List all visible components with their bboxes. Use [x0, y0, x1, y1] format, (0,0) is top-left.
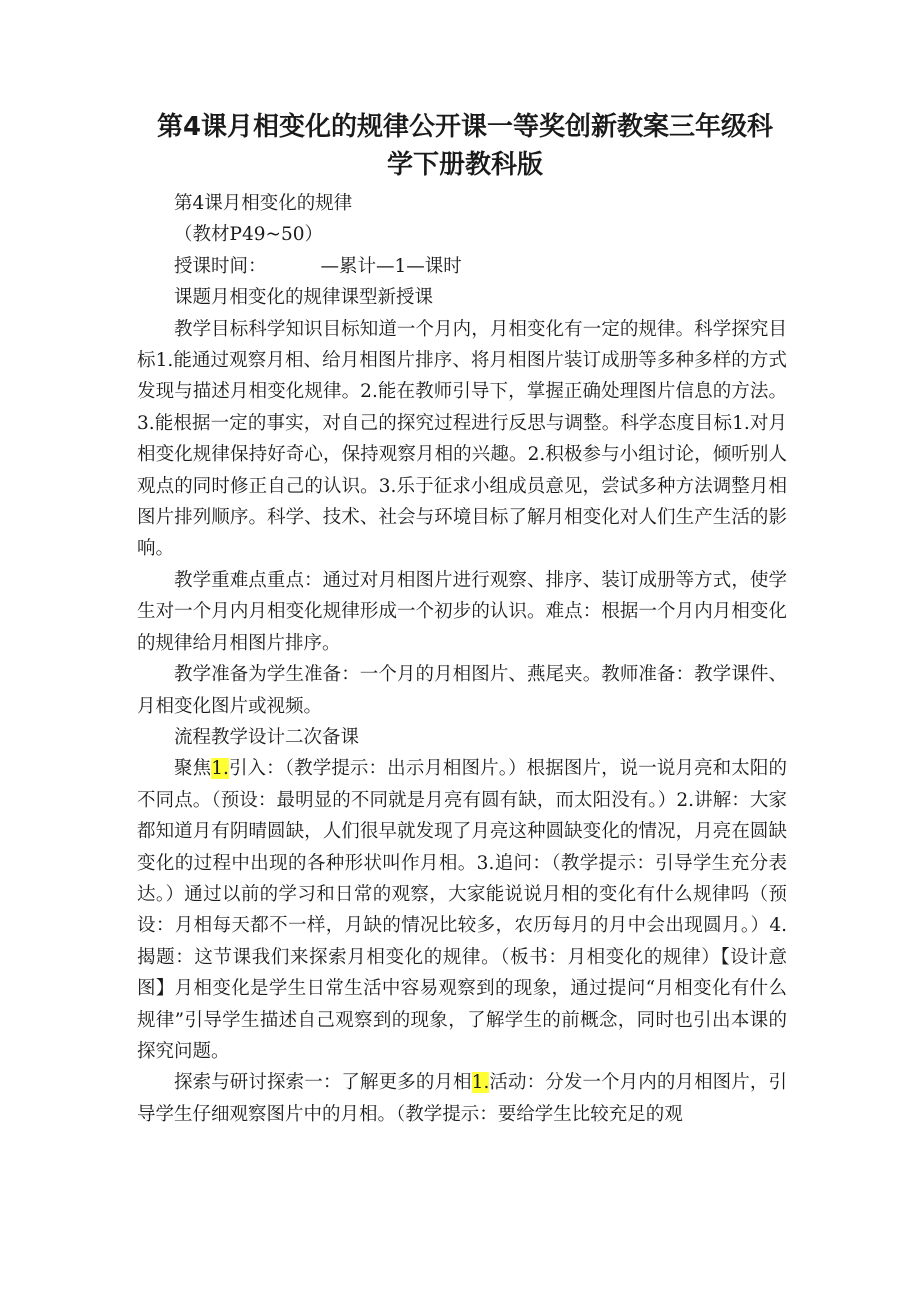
goals-paragraph: 教学目标科学知识目标知道一个月内，月相变化有一定的规律。科学探究目标1.能通过观察月相、给月相图片排序、将月相图片装订成册等多种多样的方式发现与描述月相变化规律。2.能在教师引导下，掌握正确处理图片信息的方法。3.能根据一定的事实，对自己的探究过程进行反思与调整。科学态度目标1.对月相变化规律保持好奇心，保持观察月相的兴趣。2.积极参与小组讨论，倾听别人观点的同时修正自己的认识。3.乐于征求小组成员意见，尝试多种方法调整月相图片排列顺序。科学、技术、社会与环境目标了解月相变化对人们生产生活的影响。 — [137, 318, 787, 560]
document-body — [137, 188, 787, 1130]
time-value: —累计—1—课时 — [320, 255, 462, 277]
explore-paragraph — [137, 1067, 787, 1130]
focus-highlight: 1. — [211, 758, 229, 780]
title-line-2: 学下册教科版 — [386, 150, 543, 180]
focus-text: 引入：（教学提示：出示月相图片。）根据图片，说一说月亮和太阳的不同点。（预设：最明显的不同就是月亮有圆有缺，而太阳没有。）2.讲解：大家都知道月有阴晴圆缺，人们很早就发现了月亮这种圆缺变化的情况，月亮在圆缺变化的过程中出现的各种形状叫作月相。3.追问：（教学提示：引导学生充分表达。）通过以前的学习和日常的观察，大家能说说月相的变化有什么规律吗（预设：月相每天都不一样，月缺的情况比较多，农历每月的月中会出现圆月。）4.揭题：这节课我们来探索月相变化的规律。（板书：月相变化的规律）【设计意图】月相变化是学生日常生活中容易观察到的现象，通过提问“月相变化有什么规律”引导学生描述自己观察到的现象，了解学生的前概念，同时也引出本课的探究问题。 — [137, 758, 787, 1062]
lesson-line: 第4课月相变化的规律 — [174, 193, 353, 214]
time-line — [137, 251, 787, 282]
keypoints-paragraph: 教学重难点重点：通过对月相图片进行观察、排序、装订成册等方式，使学生对一个月内月相变化规律形成一个初步的认识。难点：根据一个月内月相变化的规律给月相图片排序。 — [137, 569, 787, 654]
focus-paragraph — [137, 753, 787, 1067]
title-line-1: 第4课月相变化的规律公开课一等奖创新教案三年级科 — [156, 112, 774, 142]
time-label: 授课时间： — [174, 255, 267, 277]
explore-lead: 探索与研讨探索一：了解更多的月相 — [174, 1072, 472, 1094]
topic-line: 课题月相变化的规律课型新授课 — [174, 287, 434, 309]
textbook-line: （教材P49~50） — [174, 224, 324, 246]
document-title — [140, 108, 790, 184]
focus-lead: 聚焦 — [174, 758, 212, 780]
explore-text: 活动：分发一个月内的月相图片，引导学生仔细观察图片中的月相。（教学提示：要给学生比较充足的观 — [137, 1072, 787, 1125]
prep-paragraph: 教学准备为学生准备：一个月的月相图片、燕尾夹。教师准备：教学课件、月相变化图片或视频。 — [137, 664, 787, 717]
explore-highlight: 1. — [471, 1072, 490, 1094]
flow-line: 流程教学设计二次备课 — [174, 726, 360, 748]
